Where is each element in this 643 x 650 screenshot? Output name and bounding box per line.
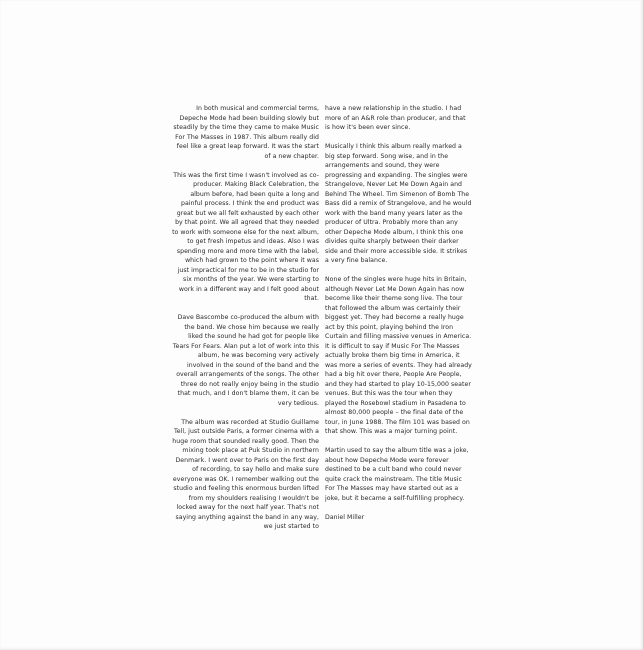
paragraph: The album was recorded at Studio Guillame Tell, just outside Paris, a former cinema with a huge room that sounded really good. Then the mixing took place at Puk Studio in northern Denmark. I went over to Paris on the first day of recording, to say hello and make sure everyone was OK. I remember walking out the studio and feeling this enormous burden lifted from my shoulders realising I wouldn't be locked away for the next half year. That's not saying anything against the band in any way, we just started to xyxy=(172,418,319,531)
paragraph: Musically I think this album really marked a big step forward. Song wise, and in the arrangements and sound, they were progressing and expanding. The singles were Strangelove, Never Let Me Down Again and Behind The Wheel. Tim Simenon of Bomb The Bass did a remix of Strangelove, and he would work with the band many years later as the producer of Ultra. Probably more than any other Depeche Mode album, I think this one divides quite sharply between their darker side and their more accessible side. It strikes a very fine balance. xyxy=(325,143,472,265)
author-signature: Daniel Miller xyxy=(325,513,365,521)
paragraph: In both musical and commercial terms, Depeche Mode had been building slowly but steadily by the time they came to make Music For The Masses in 1987. This album really did feel like a great leap forward. It was the start of a new chapter. xyxy=(173,105,319,160)
left-text-column xyxy=(172,104,319,541)
paragraph: Martin used to say the album title was a joke, about how Depeche Mode were forever destined to be a cult band who could never quite crack the mainstream. The title Music For The Masses may have started out as a joke, but it became a self-fulfilling prophecy. xyxy=(325,447,469,502)
paragraph: None of the singles were huge hits in Britain, although Never Let Me Down Again has now become like their theme song live. The tour that followed the album was certainly their biggest yet. They had become a really huge act by this point, playing behind the Iron Curtain and filling massive venues in America. It is difficult to say if Music For The Masses actually broke them big time in America, it was more a series of events. They had already had a big hit over there, People Are People, and they had started to play 10-15,000 seater venues. But this was the tour when they played the Rosebowl stadium in Pasadena to almost 80,000 people – the final date of the tour, in June 1988. The film 101 was based on that show. This was a major turning point. xyxy=(325,276,472,436)
paragraph: This was the first time I wasn't involved as co-producer. Making Black Celebration, the album before, had been quite a long and painful process. I think the end product was great but we all felt exhausted by each other by that point. We all agreed that they needed to work with someone else for the next album, to get fresh impetus and ideas. Also I was spending more and more time with the label, which had grown to the point where it was just impractical for me to be in the studio for six months of the year. We were starting to work in a different way and I felt good about that. xyxy=(172,171,319,303)
paragraph: Dave Bascombe co-produced the album with the band. We chose him because we really liked the sound he had got for people like Tears For Fears. Alan put a lot of work into this album, he was becoming very actively involved in the sound of the band and the overall arrangements of the songs. The other three do not really enjoy being in the studio that much, and I don't blame them, it can be very tedious. xyxy=(172,314,319,407)
right-text-column xyxy=(325,104,472,532)
paragraph: have a new relationship in the studio. I had more of an A&R role than producer, and that is how it's been ever since. xyxy=(325,105,466,131)
